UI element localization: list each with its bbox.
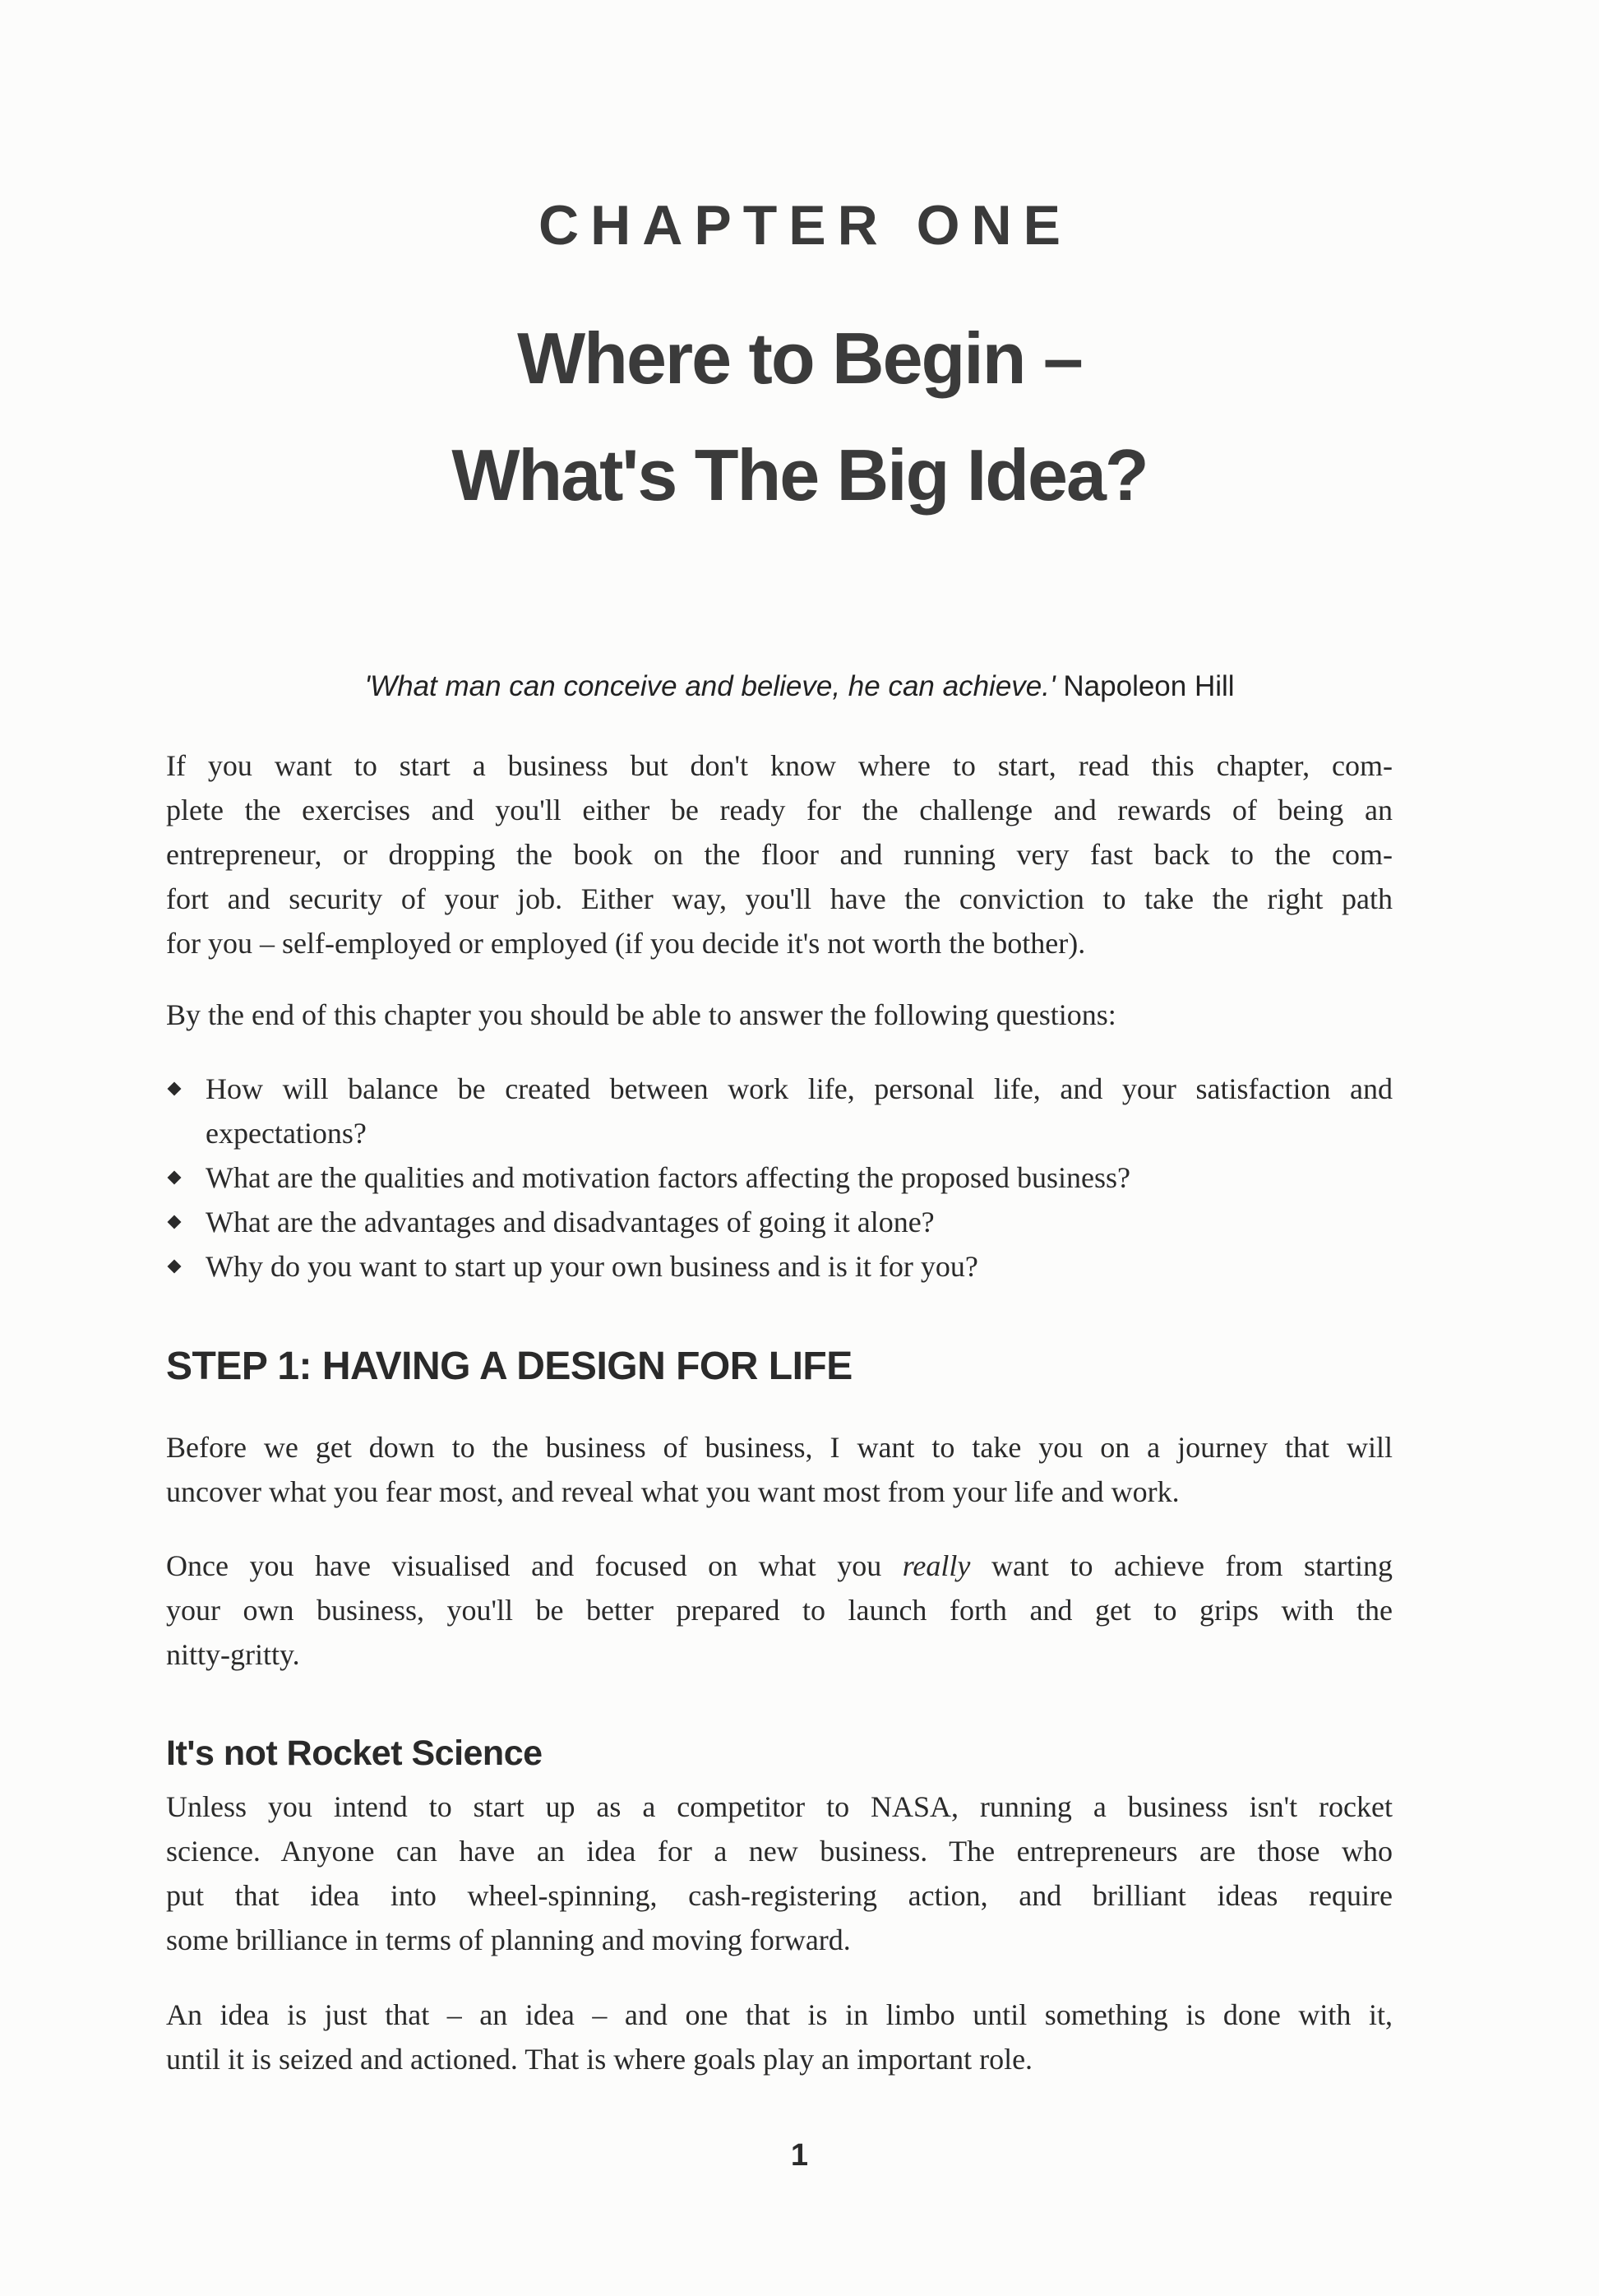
step-1-heading: STEP 1: HAVING A DESIGN FOR LIFE: [166, 1345, 853, 1388]
diamond-bullet-icon: [168, 1215, 182, 1229]
paragraph-line: until it is seized and actioned. That is where goals play an important role.: [166, 2043, 1033, 2076]
chapter-title-line-1: Where to Begin –: [517, 317, 1082, 399]
paragraph-text: want to achieve from starting: [970, 1549, 1393, 1582]
paragraph-line: plete the exercises and you'll either be ready for the challenge and rewards of being an: [166, 794, 1393, 826]
epigraph-author: Napoleon Hill: [1055, 670, 1235, 702]
paragraph-line: By the end of this chapter you should be able to answer the following questions:: [166, 998, 1116, 1031]
diamond-bullet-icon: [168, 1082, 182, 1096]
paragraph-line: Before we get down to the business of business, I want to take you on a journey that will: [166, 1431, 1393, 1464]
step-1-paragraph-1: [166, 1425, 1393, 1514]
list-item-text: Why do you want to start up your own business and is it for you?: [206, 1250, 978, 1283]
paragraph-line: science. Anyone can have an idea for a new business. The entrepreneurs are those who: [166, 1835, 1393, 1868]
paragraph-line: Unless you intend to start up as a competitor to NASA, running a business isn't rocket: [166, 1790, 1393, 1823]
list-item: [166, 1244, 1393, 1289]
list-item: [166, 1155, 1393, 1200]
diamond-bullet-icon: [168, 1260, 182, 1274]
list-item-text: What are the advantages and disadvantages of going it alone?: [206, 1206, 935, 1238]
paragraph-line: nitty-gritty.: [166, 1638, 300, 1671]
step-1-paragraph-2: [166, 1544, 1393, 1677]
list-item: [166, 1067, 1393, 1155]
rocket-paragraph-1: [166, 1784, 1393, 1962]
list-item: [166, 1200, 1393, 1244]
emphasis-text: really: [902, 1549, 971, 1582]
chapter-title-line-2: What's The Big Idea?: [451, 434, 1148, 516]
paragraph-line: [166, 1544, 1393, 1588]
paragraph-line: fort and security of your job. Either way, you'll have the conviction to take the right path: [166, 882, 1393, 915]
epigraph: [0, 670, 1599, 703]
intro-paragraph-1: [166, 743, 1393, 965]
paragraph-text: Once you have visualised and focused on what you: [166, 1549, 903, 1582]
list-item-text: What are the qualities and motivation factors affecting the proposed business?: [206, 1161, 1130, 1194]
diamond-bullet-icon: [168, 1171, 182, 1185]
intro-paragraph-2: [166, 993, 1393, 1037]
paragraph-line: your own business, you'll be better prepared to launch forth and get to grips with the: [166, 1594, 1393, 1627]
list-item-text: How will balance be created between work life, personal life, and your satisfaction and expectations?: [206, 1072, 1393, 1150]
paragraph-line: put that idea into wheel-spinning, cash-registering action, and brilliant ideas require: [166, 1879, 1393, 1912]
rocket-science-heading: It's not Rocket Science: [166, 1734, 543, 1773]
paragraph-line: uncover what you fear most, and reveal what you want most from your life and work.: [166, 1475, 1180, 1508]
question-list: [166, 1067, 1393, 1289]
rocket-paragraph-2: [166, 1993, 1393, 2081]
epigraph-quote: 'What man can conceive and believe, he can achieve.': [364, 670, 1056, 702]
paragraph-line: some brilliance in terms of planning and moving forward.: [166, 1923, 851, 1956]
paragraph-line: entrepreneur, or dropping the book on the floor and running very fast back to the com-: [166, 838, 1393, 871]
chapter-title: [0, 300, 1599, 534]
paragraph-line: If you want to start a business but don't know where to start, read this chapter, com-: [166, 749, 1393, 782]
paragraph-line: for you – self-employed or employed (if you decide it's not worth the bother).: [166, 927, 1086, 960]
paragraph-line: An idea is just that – an idea – and one that is in limbo until something is done with it,: [166, 1998, 1393, 2031]
page-number: 1: [790, 2138, 809, 2173]
chapter-label: CHAPTER ONE: [538, 194, 1072, 257]
